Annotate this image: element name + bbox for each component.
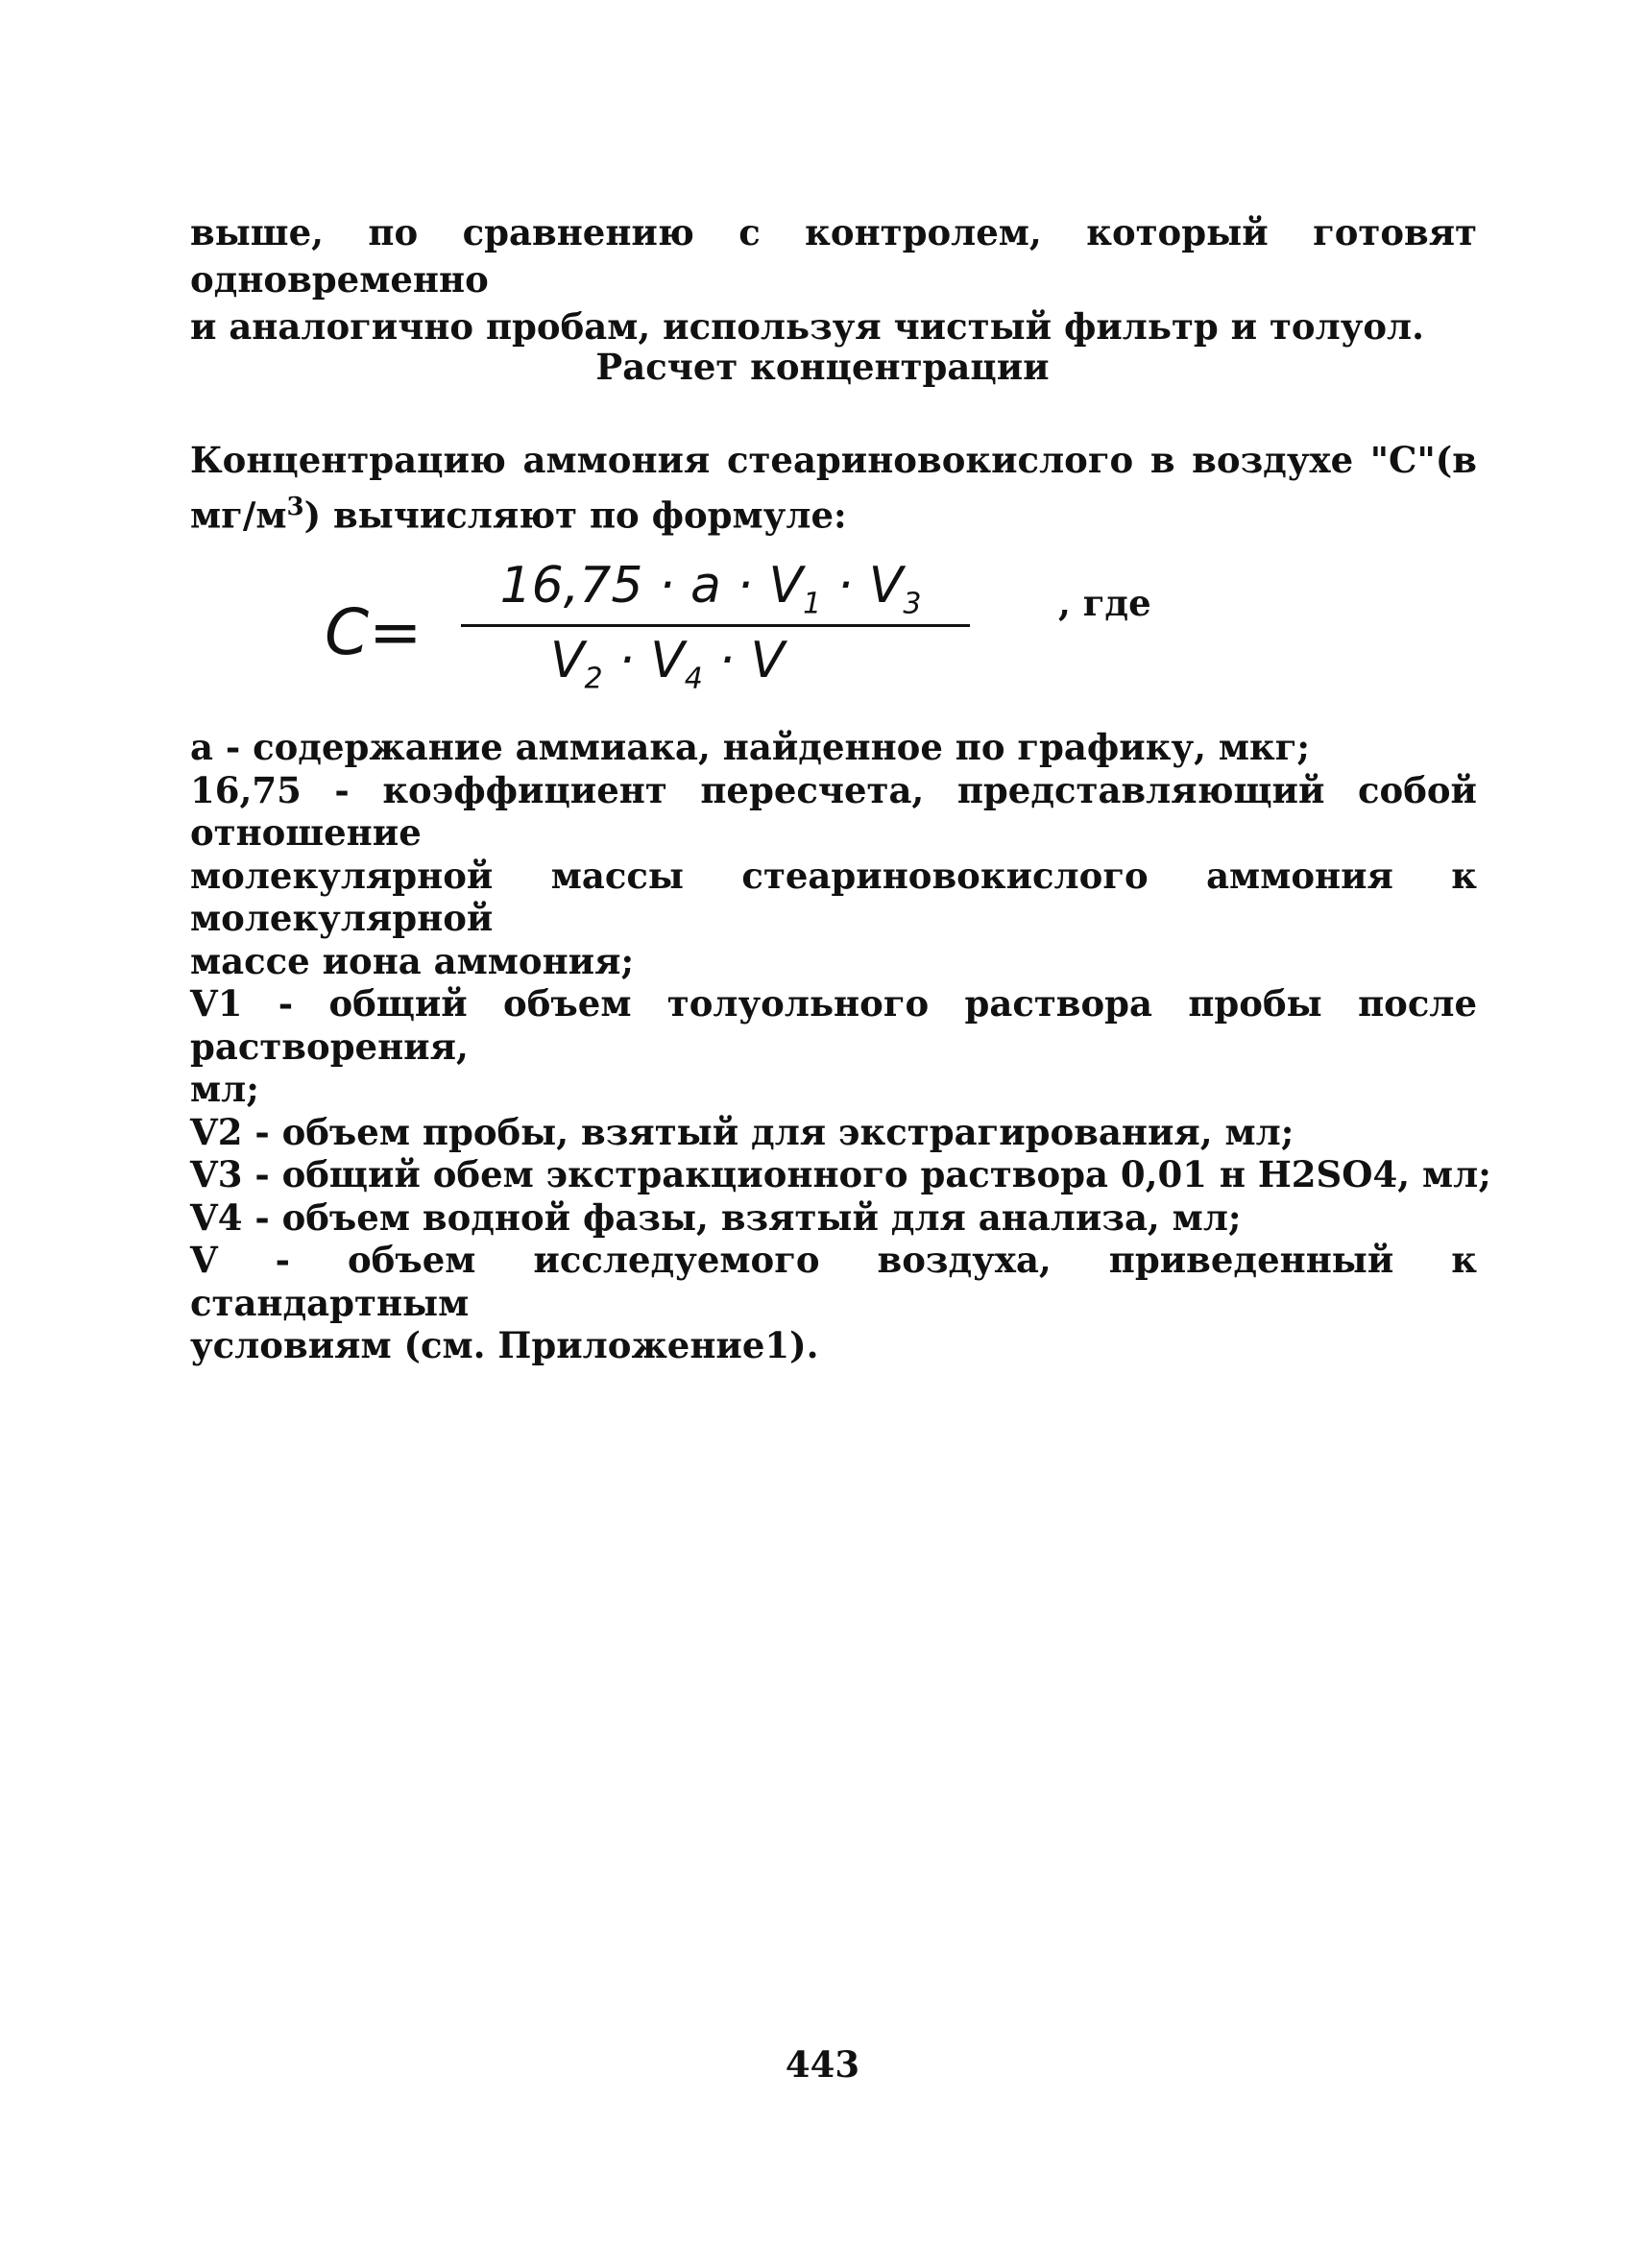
fraction-bar [461, 624, 970, 627]
denominator-sub-4: 4 [684, 662, 703, 696]
definition-line: 16,75 - коэффициент пересчета, представляющий собой отношение [190, 768, 1477, 854]
definition-line: условиям (см. Приложение1). [190, 1324, 819, 1366]
numerator-part-2: · V [821, 557, 904, 615]
formula-intro-line-1: Концентрацию аммония стеариновокислого в воздухе "С"(в [190, 439, 1477, 481]
intro-line-2: и аналогично пробам, используя чистый фильтр и толуол. [190, 305, 1425, 348]
formula-lhs: C= [325, 595, 423, 669]
formula-numerator [461, 557, 960, 620]
denominator-v: V [549, 632, 585, 689]
numerator-part-1: 16,75 · a · V [499, 557, 804, 615]
formula-intro-paragraph [190, 437, 1477, 539]
concentration-formula [317, 557, 1181, 701]
definition-line: V - объем исследуемого воздуха, приведенный к стандартным [190, 1239, 1477, 1324]
formula-intro-line-2 [190, 484, 1477, 539]
intro-paragraph [190, 209, 1477, 350]
denominator-part-2: · V [602, 632, 685, 689]
numerator-sub-3: 3 [903, 587, 922, 621]
definition-line: V1 - общий объем толуольного раствора пробы после растворения, [190, 982, 1477, 1068]
denominator-sub-2: 2 [584, 662, 603, 696]
intro-line-1: выше, по сравнению с контролем, который готовят одновременно [190, 211, 1477, 301]
numerator-sub-1: 1 [803, 587, 822, 621]
formula-denominator [461, 632, 874, 695]
formula-intro-tail: ) вычисляют по формуле: [303, 494, 847, 537]
definitions-list [190, 726, 1491, 1367]
definition-line: а - содержание аммиака, найденное по графику, мкг; [190, 726, 1311, 768]
unit-exponent: 3 [286, 493, 304, 521]
definition-line: массе иона аммония; [190, 939, 635, 982]
unit-text: мг/м [190, 494, 287, 537]
page-number: 443 [785, 2043, 860, 2086]
definition-line: мл; [190, 1068, 259, 1110]
definition-line: молекулярной массы стеариновокислого аммония к молекулярной [190, 854, 1477, 939]
definition-line: V3 - общий обем экстракционного раствора 0,01 н H2SO4, мл; [190, 1153, 1491, 1195]
formula-where: , где [1058, 582, 1151, 624]
section-heading: Расчет концентрации [595, 346, 1050, 388]
denominator-part-3: · V [702, 632, 786, 689]
definition-line: V4 - объем водной фазы, взятый для анализа, мл; [190, 1195, 1242, 1239]
definition-line: V2 - объем пробы, взятый для экстрагирования, мл; [190, 1110, 1294, 1153]
